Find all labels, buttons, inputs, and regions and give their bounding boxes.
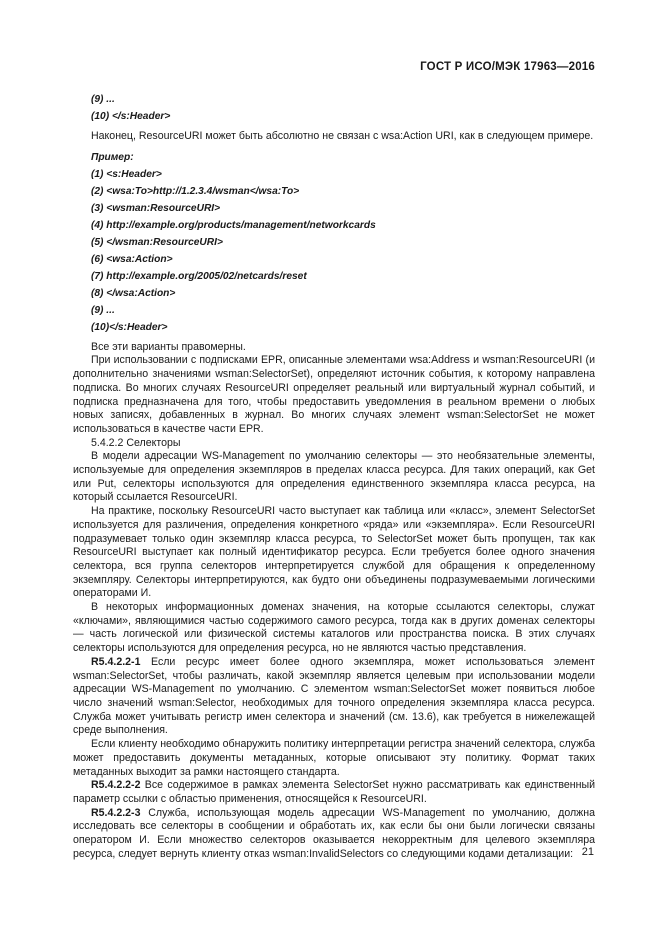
standard-header: ГОСТ Р ИСО/МЭК 17963—2016	[420, 61, 595, 73]
requirement-label: R5.4.2.2-1	[91, 655, 141, 668]
paragraph: Наконец, ResourceURI может быть абсолютно не связан с wsa:Action URI, как в следующем примере.	[91, 130, 594, 142]
page-number: 21	[581, 846, 594, 858]
requirement-text: Служба, использующая модель адресации WS-Management по умолчанию, должна исследовать все селекторы в сообщении и обработать их, как если бы они были логически связаны оператором И. Если множество селекторов оказывается некорректным для целевого экземпляра ресурса, следует вернуть клиенту отказ wsman:InvalidSelectors со следующими кодами детализации:	[73, 806, 595, 860]
paragraph: При использовании с подписками EPR, описанные элементами wsa:Address и wsman:ResourceURI (и дополнительно значениями wsman:SelectorSet), определяют источник события, к которому направлена подписка. Во многих случаях ResourceURI определяет реальный или виртуальный журнал событий, и подписка предназначена для того, чтобы предоставить уведомления в реальном времени о любых новых записях, добавленных в журнал. Во многих случаях элемент wsman:SelectorSet не может использоваться в качестве части EPR.	[73, 354, 595, 435]
code-line: (6) <wsa:Action>	[91, 253, 173, 265]
code-line: (5) </wsman:ResourceURI>	[91, 236, 223, 248]
requirement-text: Если ресурс имеет более одного экземпляра, может использоваться элемент wsman:SelectorSet, чтобы различать, какой экземпляр является целевым при использовании модели адресации WS-Management по умолчанию. С элементом wsman:SelectorSet может появиться любое число значений wsman:Selector, необходимых для точного определения экземпляра класса ресурса. Служба может учитывать регистр имен селектора и значений (см. 13.6), как требуется в нижележащей среде выполнения.	[73, 655, 595, 737]
paragraph: На практике, поскольку ResourceURI часто выступает как таблица или «класс», элемент SelectorSet используется для различения, определения конкретного «ряда» или «экземпляра». Если ResourceURI подразумевает только один экземпляр класса ресурса, то SelectorSet может быть пропущен, так как ResourceURI выступает как полный идентификатор ресурса. Если требуется более одного значения селектора, вся группа селекторов интерпретируется службой для обращения к определенному экземпляру. Селекторы интерпретируются, как будто они объединены подразумеваемыми логическими операторами И.	[73, 505, 595, 600]
paragraph: Все эти варианты правомерны.	[91, 340, 246, 353]
code-line: (1) <s:Header>	[91, 168, 162, 180]
code-line: (10)</s:Header>	[91, 321, 168, 333]
section-heading: 5.4.2.2 Селекторы	[91, 436, 181, 449]
requirement-label: R5.4.2.2-2	[91, 779, 141, 792]
code-line: (3) <wsman:ResourceURI>	[91, 202, 221, 214]
code-line: (9) ...	[91, 94, 115, 105]
code-line: (7) http://example.org/2005/02/netcards/reset	[91, 270, 307, 282]
requirement-paragraph	[73, 656, 595, 738]
requirement-paragraph	[73, 807, 595, 862]
requirement-paragraph	[73, 779, 595, 806]
code-line: (8) </wsa:Action>	[91, 287, 176, 299]
paragraph: В некоторых информационных доменах значения, на которые ссылаются селекторы, служат «ключами», являющимися частью содержимого самого ресурса, тогда как в других доменах селекторы — часть логической или физической системы каталогов или пространства поиска. В этих случаях селекторы используются для определения ресурса, но не являются частью представления.	[73, 601, 595, 655]
page-content	[73, 91, 595, 861]
requirement-text: Все содержимое в рамках элемента SelectorSet нужно рассматривать как единственный параметр ссылки с областью применения, относящейся к ResourceURI.	[73, 779, 595, 805]
paragraph: Если клиенту необходимо обнаружить политику интерпретации регистра значений селектора, служба может предоставить документы метаданных, которые описывают эту политику. Формат таких метаданных выходит за рамки настоящего стандарта.	[73, 738, 595, 778]
code-line: (4) http://example.org/products/management/networkcards	[91, 219, 376, 231]
code-line: (2) <wsa:To>http://1.2.3.4/wsman</wsa:To>	[91, 185, 300, 197]
example-label: Пример:	[91, 151, 134, 163]
requirement-label: R5.4.2.2-3	[91, 806, 141, 819]
code-line: (9) ...	[91, 304, 115, 316]
paragraph: В модели адресации WS-Management по умолчанию селекторы — это необязательные элементы, используемые для определения экземпляров в пределах класса ресурса. Для таких операций, как Get или Put, селекторы используются для определения единственного экземпляра класса ресурса, на который ссылается ResourceURI.	[73, 450, 595, 504]
code-line: (10) </s:Header>	[91, 111, 171, 122]
